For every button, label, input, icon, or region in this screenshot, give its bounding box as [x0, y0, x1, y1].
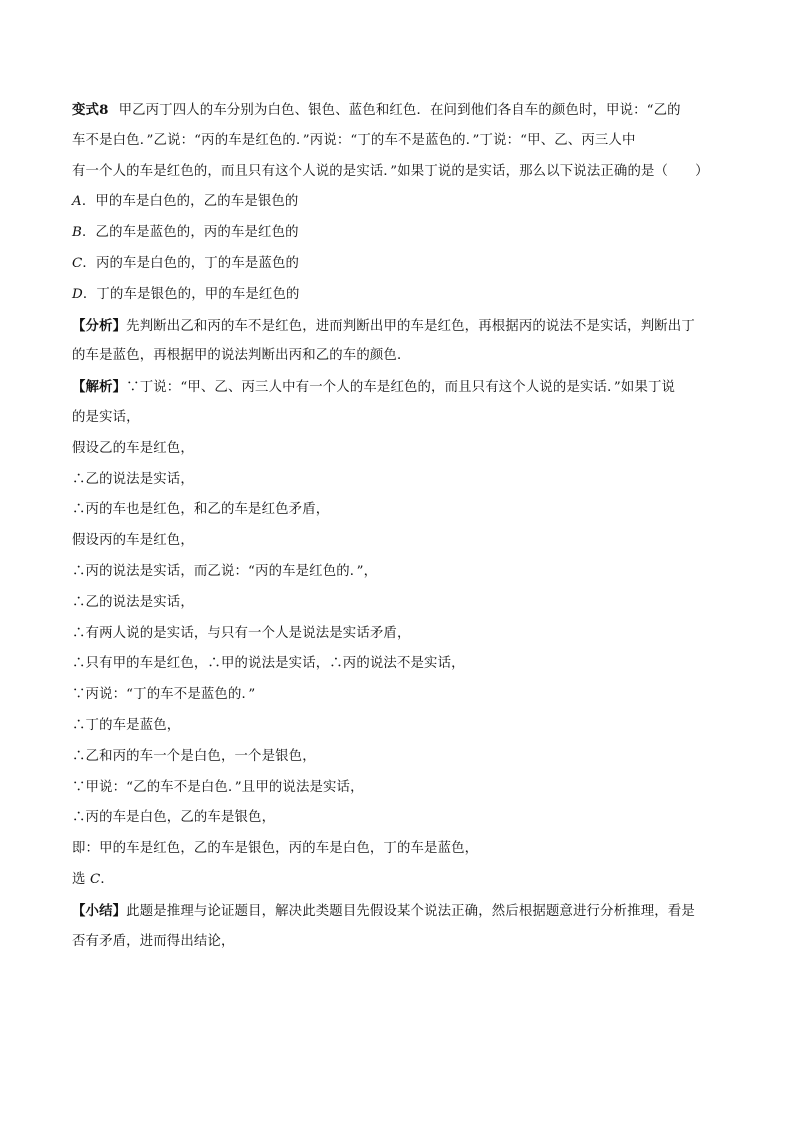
option-c-letter: C	[72, 255, 83, 271]
solution-step: ∴丙的车也是红色，和乙的车是红色矛盾，	[72, 502, 330, 518]
answer-letter: C	[89, 871, 101, 887]
solution-step: 的是实话，	[72, 409, 140, 425]
summary-text-2: 否有矛盾，进而得出结论，	[72, 933, 235, 949]
option-d	[72, 285, 727, 316]
analysis-line-1	[72, 316, 727, 347]
summary-label: 【小结】	[72, 902, 127, 919]
document-content	[72, 100, 727, 962]
option-a	[72, 192, 727, 223]
solution-step: ∴乙的说法是实话，	[72, 594, 194, 610]
option-c	[72, 254, 727, 285]
analysis-text-1: 先判断出乙和丙的车不是红色，进而判断出甲的车是红色，再根据丙的说法不是实话，判断出丁	[126, 318, 695, 334]
problem-text-1: 甲乙丙丁四人的车分别为白色、银色、蓝色和红色．在问到他们各自车的颜色时，甲说：“乙的	[118, 103, 681, 118]
solution-step: ∴丙的说法是实话，而乙说：“丙的车是红色的．”，	[72, 563, 378, 579]
solution-step: ∴乙的说法是实话，	[72, 471, 194, 487]
solution-label: 【解析】	[72, 379, 127, 396]
summary-line-1	[72, 901, 727, 932]
problem-label: 变式8	[72, 102, 109, 118]
problem-line-2	[72, 131, 727, 162]
solution-step: ∴只有甲的车是红色，∴甲的说法是实话，∴丙的说法不是实话，	[72, 656, 465, 672]
problem-line-3	[72, 162, 727, 193]
option-a-text: ．甲的车是白色的，乙的车是银色的	[81, 194, 299, 210]
problem-text-3: 有一个人的车是红色的，而且只有这个人说的是实话．”如果丁说的是实话，那么以下说法正确的是（ ）	[72, 163, 709, 179]
option-a-letter: A	[72, 194, 82, 210]
analysis-line-2	[72, 346, 727, 377]
solution-step: ∵甲说：“乙的车不是白色．”且甲的说法是实话，	[72, 779, 364, 795]
option-b-letter: B	[72, 225, 82, 241]
summary-line-2	[72, 932, 727, 963]
analysis-label: 【分析】	[72, 317, 127, 334]
option-d-letter: D	[72, 286, 83, 302]
solution-step: 假设乙的车是红色，	[72, 440, 194, 456]
option-b	[72, 223, 727, 254]
analysis-text-2: 的车是蓝色，再根据甲的说法判断出丙和乙的车的颜色．	[72, 348, 411, 364]
solution-step: ∴乙和丙的车一个是白色，一个是银色，	[72, 748, 316, 764]
solution-step: ∴有两人说的是实话，与只有一个人是说法是实话矛盾，	[72, 625, 411, 641]
solution-text-1: ∵丁说：“甲、乙、丙三人中有一个人的车是红色的，而且只有这个人说的是实话．”如果丁说	[126, 380, 676, 396]
solution-line-1	[72, 377, 727, 408]
answer-suffix: ．	[100, 871, 114, 887]
solution-step: ∴丁的车是蓝色，	[72, 717, 181, 733]
summary-text-1: 此题是推理与论证题目，解决此类题目先假设某个说法正确，然后根据题意进行分析推理，看是	[126, 903, 695, 919]
problem-text-2: 车不是白色．”乙说：“丙的车是红色的．”丙说：“丁的车不是蓝色的．”丁说：“甲、乙、丙三人中	[72, 132, 636, 148]
solution-step: ∵丙说：“丁的车不是蓝色的．”	[72, 687, 256, 703]
problem-line-1	[72, 100, 727, 131]
option-d-text: ．丁的车是银色的，甲的车是红色的	[82, 286, 300, 302]
option-c-text: ．丙的车是白色的，丁的车是蓝色的	[82, 255, 300, 271]
solution-step: 假设丙的车是红色，	[72, 533, 194, 549]
answer-prefix: 选	[72, 871, 90, 887]
option-b-text: ．乙的车是蓝色的，丙的车是红色的	[82, 225, 299, 241]
solution-step: 即：甲的车是红色，乙的车是银色，丙的车是白色，丁的车是蓝色，	[72, 841, 479, 857]
solution-step: ∴丙的车是白色，乙的车是银色，	[72, 810, 276, 826]
solution-answer	[72, 870, 727, 901]
